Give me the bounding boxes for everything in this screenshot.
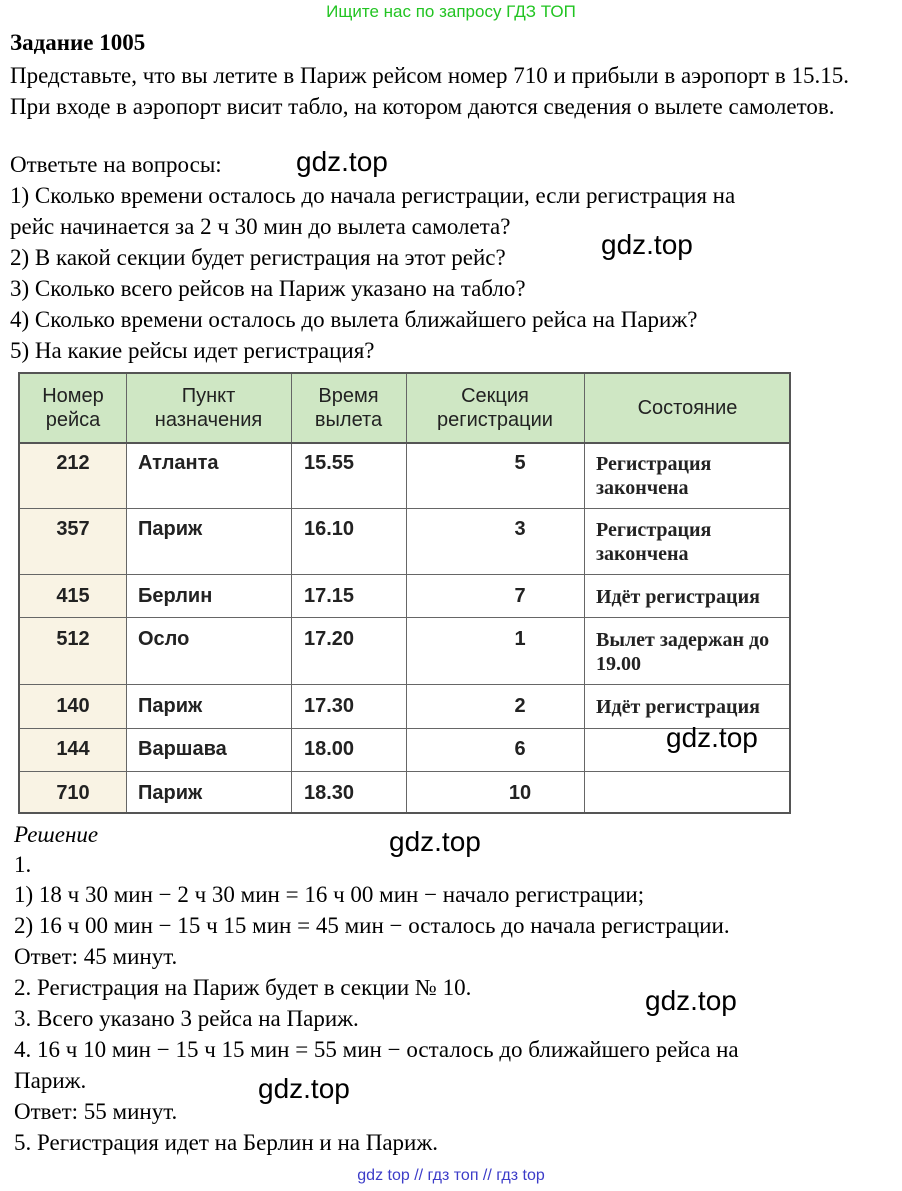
top-banner[interactable]: Ищите нас по запросу ГДЗ ТОП [326,2,576,21]
questions-header: Ответьте на вопросы: [10,152,222,177]
cell-destination: Париж [138,695,203,717]
solution-line: Ответ: 55 минут. [14,1099,178,1124]
cell-flight: 144 [56,738,90,760]
cell-status: Идёт регистрация [596,696,760,718]
cell-destination: Осло [138,628,190,650]
cell-flight: 415 [56,585,90,607]
cell-status: Вылет задержан до 19.00 [596,629,770,675]
question-line: 2) В какой секции будет регистрация на этот рейс? [10,245,506,270]
cell-time: 17.20 [304,628,355,650]
task-intro: Представьте, что вы летите в Париж рейсом номер 710 и прибыли в аэропорт в 15.15. При входе в аэропорт висит табло, на котором даются сведения о вылете самолетов. [10,63,849,119]
solution-line: 3. Всего указано 3 рейса на Париж. [14,1006,359,1031]
question-line: 1) Сколько времени осталось до начала регистрации, если регистрация на [10,183,736,208]
header-checkin-section: Секция регистрации [437,385,553,431]
cell-time: 17.30 [304,695,355,717]
solution-line: Париж. [14,1068,87,1093]
solution-line: 1. [14,852,32,877]
cell-section: 6 [514,738,526,760]
cell-section: 5 [514,452,526,474]
cell-time: 16.10 [304,518,355,540]
watermark: gdz.top [645,985,737,1016]
solution-line: 2) 16 ч 00 мин − 15 ч 15 мин = 45 мин − осталось до начала регистрации. [14,913,730,938]
solution-header: Решение [14,822,99,847]
solution-line: Ответ: 45 минут. [14,944,178,969]
watermark: gdz.top [389,826,481,857]
cell-flight: 710 [56,782,90,804]
header-departure-time: Время вылета [314,385,383,431]
cell-destination: Париж [138,518,203,540]
header-destination: Пункт назначения [154,385,263,431]
question-line: рейс начинается за 2 ч 30 мин до вылета самолета? [10,214,511,239]
cell-destination: Берлин [138,585,213,607]
cell-status: Регистрация закончена [596,453,712,499]
cell-destination: Париж [138,782,203,804]
cell-status: Регистрация закончена [596,519,712,565]
cell-section: 10 [508,782,532,804]
solution-line: 5. Регистрация идет на Берлин и на Париж. [14,1130,438,1155]
cell-flight: 357 [56,518,90,540]
question-line: 4) Сколько времени осталось до вылета ближайшего рейса на Париж? [10,307,698,332]
cell-time: 18.00 [304,738,355,760]
cell-destination: Варшава [138,738,227,760]
solution-line: 2. Регистрация на Париж будет в секции № 10. [14,975,472,1000]
cell-section: 1 [514,628,526,650]
cell-time: 15.55 [304,452,355,474]
cell-time: 18.30 [304,782,355,804]
header-status: Состояние [637,397,738,419]
cell-time: 17.15 [304,585,355,607]
task-title: Задание 1005 [10,30,146,55]
watermark: gdz.top [601,229,693,260]
cell-flight: 512 [56,628,90,650]
solution-line: 4. 16 ч 10 мин − 15 ч 15 мин = 55 мин − осталось до ближайшего рейса на [14,1037,739,1062]
cell-destination: Атланта [138,452,219,474]
cell-status: Идёт регистрация [596,586,760,608]
solution-line: 1) 18 ч 30 мин − 2 ч 30 мин = 16 ч 00 мин − начало регистрации; [14,882,645,907]
header-flight-number: Номер рейса [42,385,104,431]
question-line: 5) На какие рейсы идет регистрация? [10,338,375,363]
watermark: gdz.top [296,146,388,177]
cell-section: 2 [514,695,526,717]
cell-flight: 140 [56,695,90,717]
question-line: 3) Сколько всего рейсов на Париж указано на табло? [10,276,526,301]
cell-section: 3 [514,518,526,540]
watermark: gdz.top [258,1073,350,1104]
cell-section: 7 [514,585,526,607]
cell-flight: 212 [56,452,90,474]
watermark: gdz.top [666,722,758,753]
footer-links[interactable]: gdz top // гдз топ // гдз top [357,1167,545,1184]
